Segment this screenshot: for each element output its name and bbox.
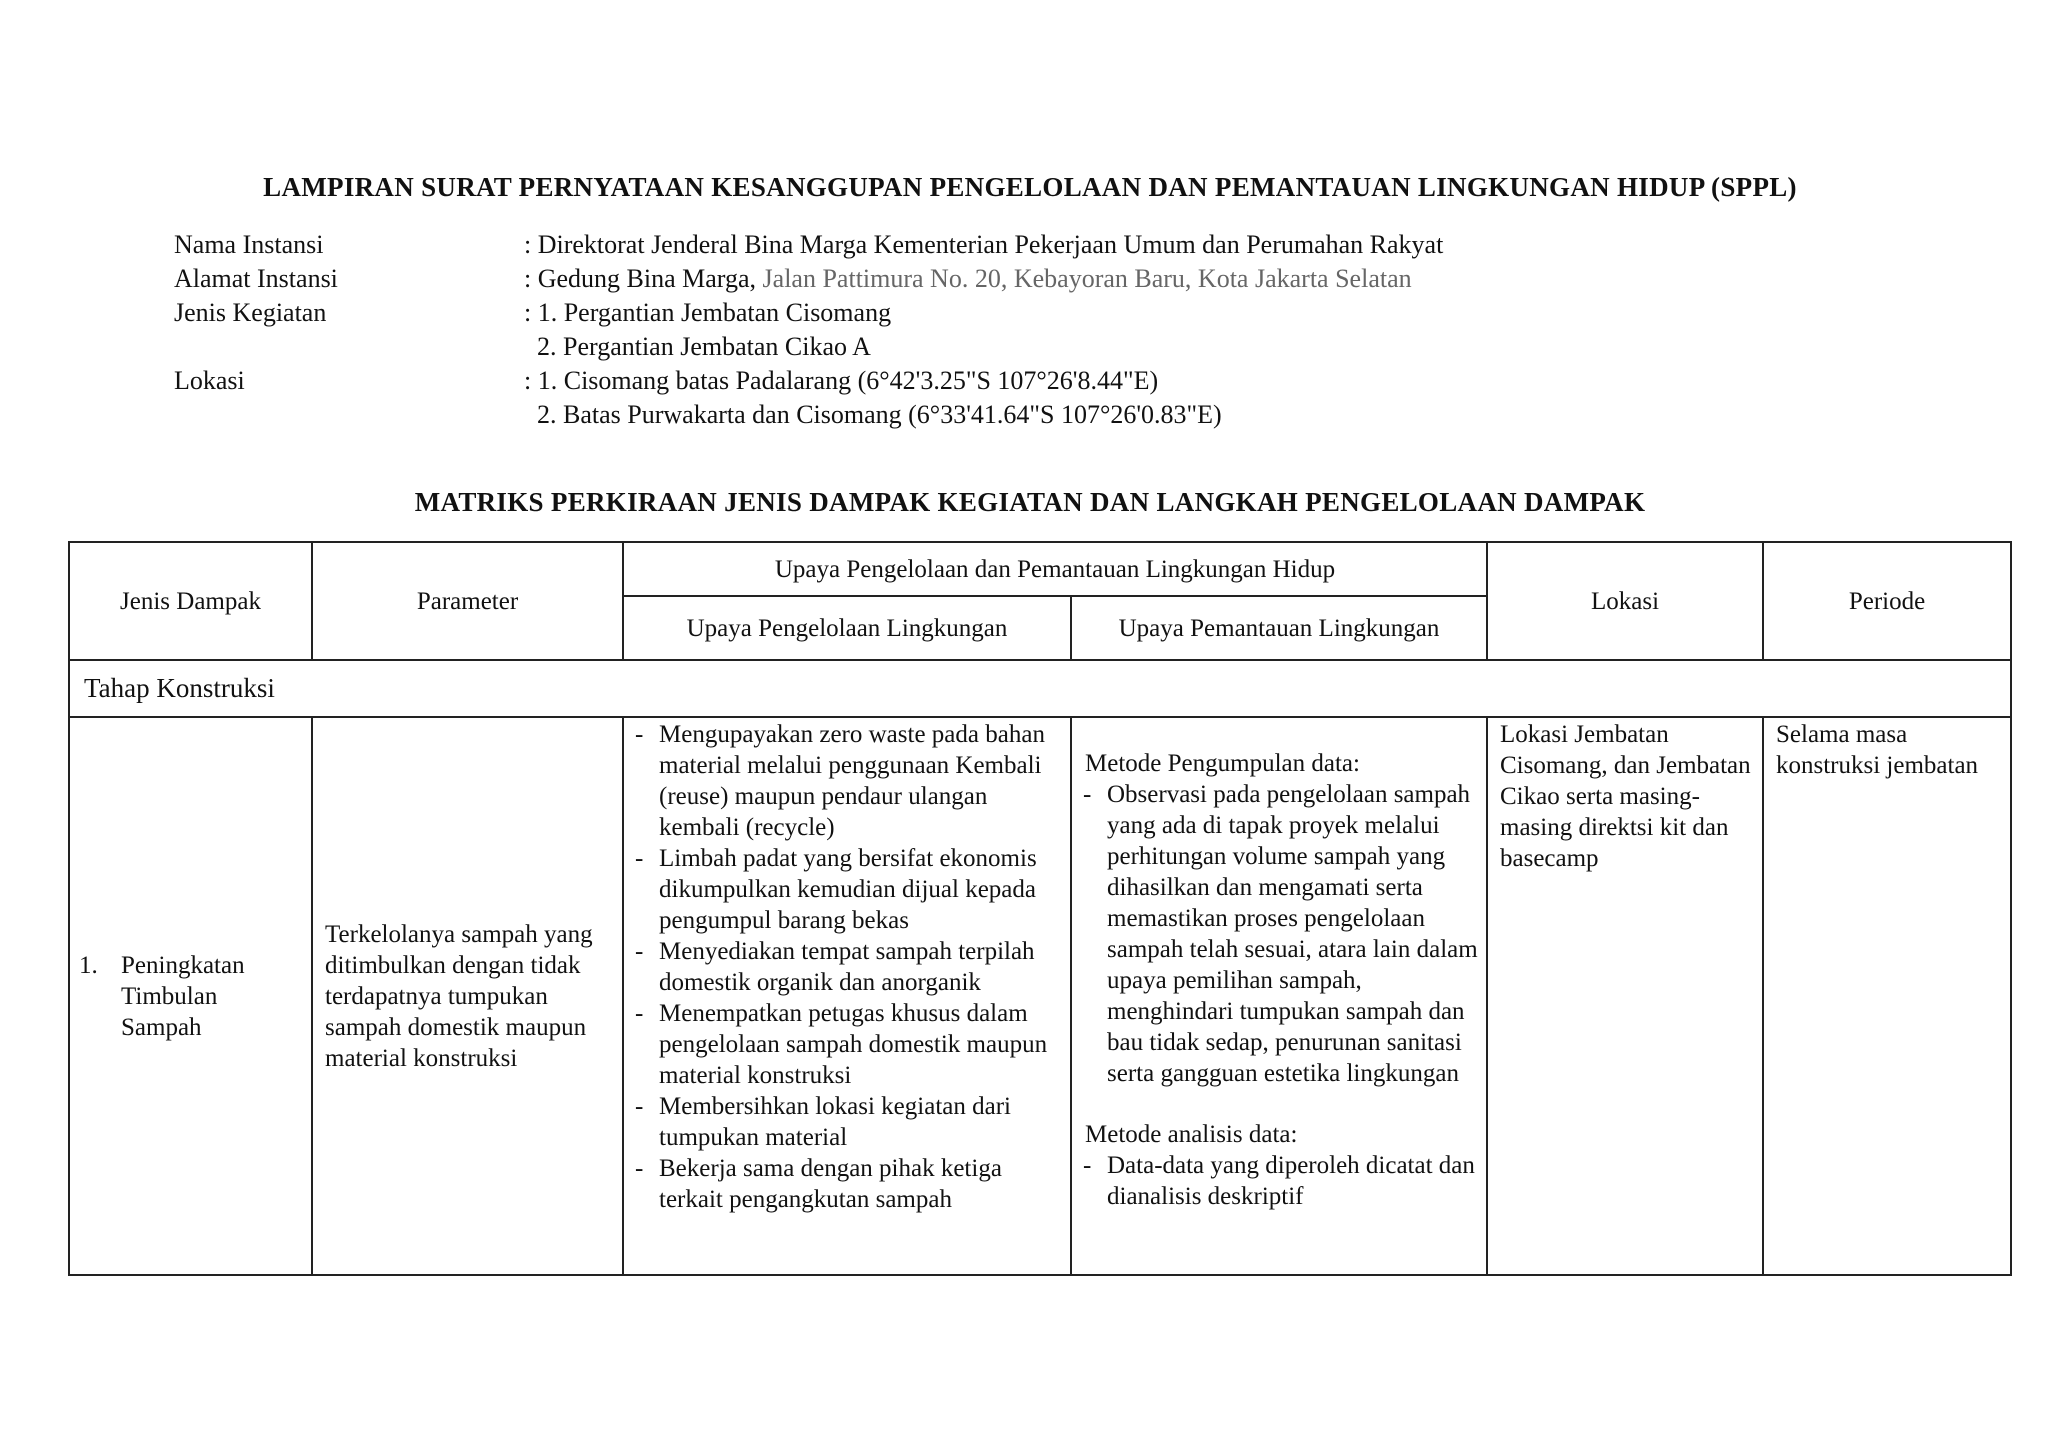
header-upaya-pengelolaan: Upaya Pengelolaan Lingkungan [623,596,1071,660]
alamat-instansi-label: Alamat Instansi [174,264,338,293]
info-row-lokasi-2 [174,398,1443,432]
list-item: - Menyediakan tempat sampah terpilah domestik organik dan anorganik [635,936,1069,998]
info-row-nama [174,228,1443,262]
metode-analisis-label: Metode analisis data: [1085,1121,1298,1148]
cell-upaya-pemantauan [1071,717,1487,1275]
lokasi-value-2: 2. Batas Purwakarta dan Cisomang (6°33'41.64"S 107°26'0.83"E) [524,400,1222,429]
info-row-jenis-2 [174,330,1443,364]
alamat-part-a: : Gedung Bina Marga, [524,264,763,293]
pemantauan-list-2 [1073,1150,1485,1212]
info-row-alamat [174,262,1443,296]
info-row-jenis [174,296,1443,330]
pengelolaan-list [625,719,1069,1215]
list-item: - Observasi pada pengelolaan sampah yang ada di tapak proyek melalui perhitungan volume sampah yang dihasilkan dan mengamati serta memastikan proses pengelolaan sampah telah sesuai, atara lain dalam upaya pemilihan sampah, menghindari tumpukan sampah dan bau tidak sedap, penurunan sanitasi serta gangguan estetika lingkungan [1083,779,1485,1089]
nama-instansi-label: Nama Instansi [174,230,324,259]
document-title: LAMPIRAN SURAT PERNYATAAN KESANGGUPAN PENGELOLAAN DAN PEMANTAUAN LINGKUNGAN HIDUP (SPPL) [263,172,1797,202]
jenis-kegiatan-label: Jenis Kegiatan [174,298,327,327]
header-parameter: Parameter [312,542,623,660]
jenis-kegiatan-value-2: 2. Pergantian Jembatan Cikao A [524,332,871,361]
pemantauan-list-1 [1073,779,1485,1089]
list-item: - Mengupayakan zero waste pada bahan material melalui penggunaan Kembali (reuse) maupun pendaur ulangan kembali (recycle) [635,719,1069,843]
stage-row-konstruksi: Tahap Konstruksi [69,660,2011,717]
nama-instansi-value: : Direktorat Jenderal Bina Marga Kementerian Pekerjaan Umum dan Perumahan Rakyat [524,230,1444,259]
table-row [69,717,2011,1275]
list-item: - Data-data yang diperoleh dicatat dan dianalisis deskriptif [1083,1150,1485,1212]
cell-upaya-pengelolaan [623,717,1071,1275]
periode-text: Selama masa konstruksi jembatan [1776,721,1979,779]
list-item: - Bekerja sama dengan pihak ketiga terkait pengangkutan sampah [635,1153,1069,1215]
cell-periode [1763,717,2011,1275]
list-item: - Limbah padat yang bersifat ekonomis dikumpulkan kemudian dijual kepada pengumpul barang bekas [635,843,1069,936]
impact-matrix-table [68,541,2012,1276]
cell-lokasi [1487,717,1763,1275]
lokasi-label: Lokasi [174,366,245,395]
header-jenis-dampak: Jenis Dampak [69,542,312,660]
alamat-instansi-value [524,262,1412,296]
row-number: 1. [79,951,98,979]
metode-pengumpulan-label: Metode Pengumpulan data: [1085,750,1360,777]
info-row-lokasi [174,364,1443,398]
list-item: - Menempatkan petugas khusus dalam pengelolaan sampah domestik maupun material konstruksi [635,998,1069,1091]
cell-jenis-dampak [69,717,312,1275]
jenis-kegiatan-value-1: : 1. Pergantian Jembatan Cisomang [524,298,892,327]
lokasi-text: Lokasi Jembatan Cisomang, dan Jembatan Cikao serta masing-masing direktsi kit dan basecamp [1500,721,1751,872]
alamat-part-b: Jalan Pattimura No. 20, Kebayoran Baru, Kota Jakarta Selatan [762,264,1412,293]
cell-parameter [312,717,623,1275]
lokasi-value-1: : 1. Cisomang batas Padalarang (6°42'3.25"S 107°26'8.44"E) [524,366,1159,395]
institution-info [174,228,1443,432]
parameter-text: Terkelolanya sampah yang ditimbulkan dengan tidak terdapatnya tumpukan sampah domestik maupun material konstruksi [325,920,593,1072]
matrix-title: MATRIKS PERKIRAAN JENIS DAMPAK KEGIATAN DAN LANGKAH PENGELOLAAN DAMPAK [414,487,1646,517]
header-periode: Periode [1763,542,2011,660]
header-lokasi: Lokasi [1487,542,1763,660]
list-item: - Membersihkan lokasi kegiatan dari tumpukan material [635,1091,1069,1153]
header-upaya-pemantauan: Upaya Pemantauan Lingkungan [1071,596,1487,660]
jenis-dampak-text: Peningkatan Timbulan Sampah [121,951,245,1041]
header-upaya-group: Upaya Pengelolaan dan Pemantauan Lingkungan Hidup [623,542,1487,596]
